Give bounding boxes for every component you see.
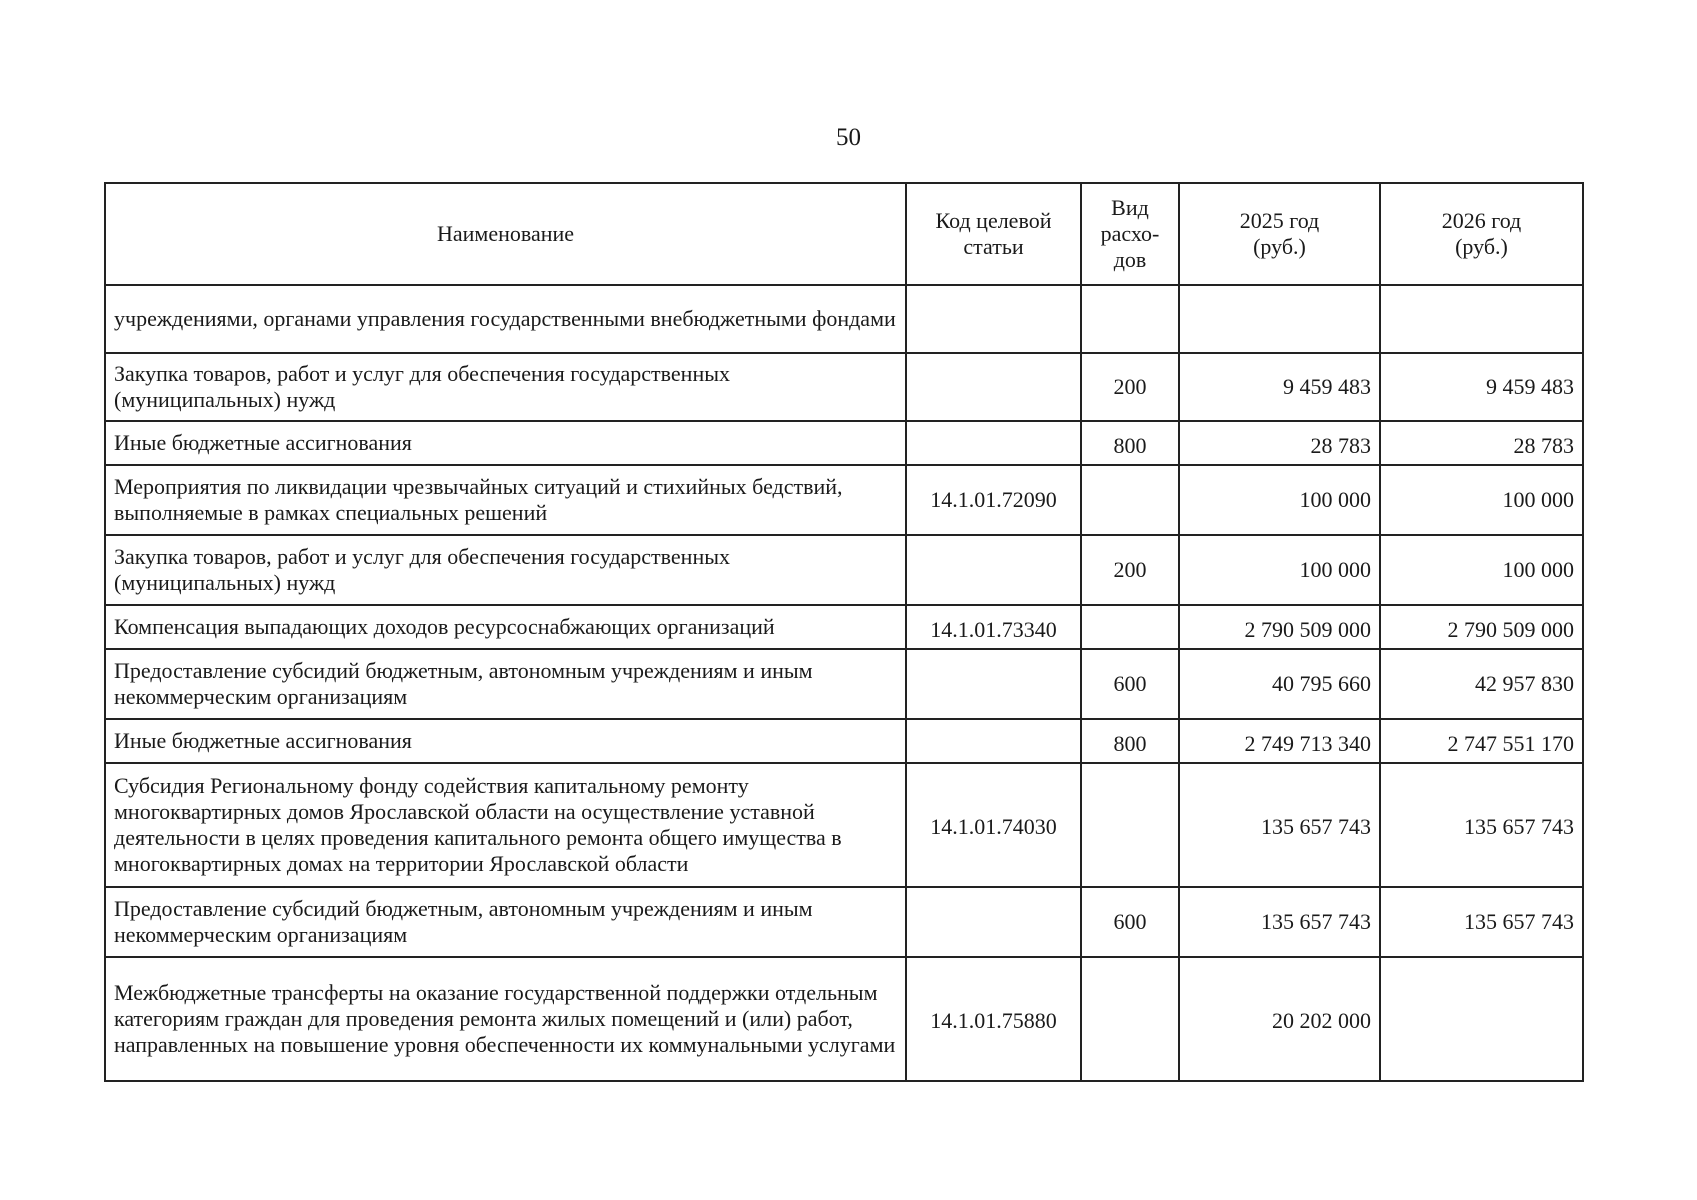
table-row [105,649,1583,719]
table-row [105,887,1583,957]
budget-table [104,182,1584,1082]
row-code [906,649,1081,719]
row-code [906,887,1081,957]
row-amount-2026: 9 459 483 [1380,353,1583,421]
row-code [906,719,1081,763]
table-row [105,719,1583,763]
row-name: Предоставление субсидий бюджетным, автономным учреждениям и иным некоммерческим организациям [105,649,906,719]
row-amount-2025: 100 000 [1179,465,1380,535]
row-kind: 200 [1081,353,1179,421]
row-code: 14.1.01.73340 [906,605,1081,649]
table-row [105,605,1583,649]
header-year-2026 [1380,183,1583,285]
header-year-2025 [1179,183,1380,285]
row-name: Закупка товаров, работ и услуг для обеспечения государственных (муниципальных) нужд [105,535,906,605]
header-year-line: 2026 год [1441,208,1522,233]
row-kind [1081,957,1179,1081]
row-code [906,353,1081,421]
row-amount-2025: 135 657 743 [1179,887,1380,957]
row-name: Межбюджетные трансферты на оказание государственной поддержки отдельным категориям граждан для проведения ремонта жилых помещений и (или) работ, направленных на повышение уровня обеспеченности их коммунальными услугами [105,957,906,1081]
row-amount-2026: 42 957 830 [1380,649,1583,719]
row-kind [1081,605,1179,649]
row-code [906,285,1081,353]
row-kind [1081,285,1179,353]
row-amount-2026 [1380,285,1583,353]
row-amount-2025: 135 657 743 [1179,763,1380,887]
header-year-line: (руб.) [1455,234,1508,259]
row-kind: 800 [1081,421,1179,465]
row-kind [1081,465,1179,535]
header-code-line: статьи [963,234,1024,259]
row-amount-2026: 135 657 743 [1380,763,1583,887]
row-kind: 600 [1081,887,1179,957]
row-amount-2026: 28 783 [1380,421,1583,465]
row-amount-2025 [1179,285,1380,353]
row-amount-2025: 2 790 509 000 [1179,605,1380,649]
header-kind-line: Вид [1111,195,1149,220]
header-year-line: 2025 год [1239,208,1320,233]
row-code: 14.1.01.74030 [906,763,1081,887]
table-row [105,763,1583,887]
row-name: Мероприятия по ликвидации чрезвычайных ситуаций и стихийных бедствий, выполняемые в рамках специальных решений [105,465,906,535]
row-amount-2025: 20 202 000 [1179,957,1380,1081]
row-kind: 800 [1081,719,1179,763]
row-code: 14.1.01.75880 [906,957,1081,1081]
row-name: Иные бюджетные ассигнования [105,719,906,763]
row-amount-2025: 40 795 660 [1179,649,1380,719]
row-name: Иные бюджетные ассигнования [105,421,906,465]
header-kind-line: дов [1113,247,1147,272]
header-year-line: (руб.) [1253,234,1306,259]
table-row [105,957,1583,1081]
row-amount-2025: 100 000 [1179,535,1380,605]
row-amount-2026 [1380,957,1583,1081]
row-amount-2025: 2 749 713 340 [1179,719,1380,763]
row-name: учреждениями, органами управления государственными внебюджетными фондами [105,285,906,353]
row-name: Закупка товаров, работ и услуг для обеспечения государственных (муниципальных) нужд [105,353,906,421]
table-row [105,421,1583,465]
row-amount-2026: 100 000 [1380,465,1583,535]
page-number: 50 [836,124,861,151]
table-row [105,285,1583,353]
header-code [906,183,1081,285]
table-row [105,535,1583,605]
header-kind [1081,183,1179,285]
row-kind [1081,763,1179,887]
row-amount-2026: 135 657 743 [1380,887,1583,957]
row-amount-2026: 100 000 [1380,535,1583,605]
row-code [906,535,1081,605]
row-kind: 600 [1081,649,1179,719]
table-header-row [105,183,1583,285]
header-kind-line: расхо- [1100,221,1160,246]
row-amount-2025: 9 459 483 [1179,353,1380,421]
row-code [906,421,1081,465]
row-code: 14.1.01.72090 [906,465,1081,535]
row-amount-2026: 2 747 551 170 [1380,719,1583,763]
row-amount-2026: 2 790 509 000 [1380,605,1583,649]
row-name: Предоставление субсидий бюджетным, автономным учреждениям и иным некоммерческим организациям [105,887,906,957]
header-code-line: Код целевой [935,208,1052,233]
row-kind: 200 [1081,535,1179,605]
row-name: Компенсация выпадающих доходов ресурсоснабжающих организаций [105,605,906,649]
row-name: Субсидия Региональному фонду содействия капитальному ремонту многоквартирных домов Ярославской области на осуществление уставной деятельности в целях проведения капитального ремонта общего имущества в многоквартирных домах на территории Ярославской области [105,763,906,887]
header-name: Наименование [105,183,906,285]
row-amount-2025: 28 783 [1179,421,1380,465]
table-row [105,465,1583,535]
table-row [105,353,1583,421]
